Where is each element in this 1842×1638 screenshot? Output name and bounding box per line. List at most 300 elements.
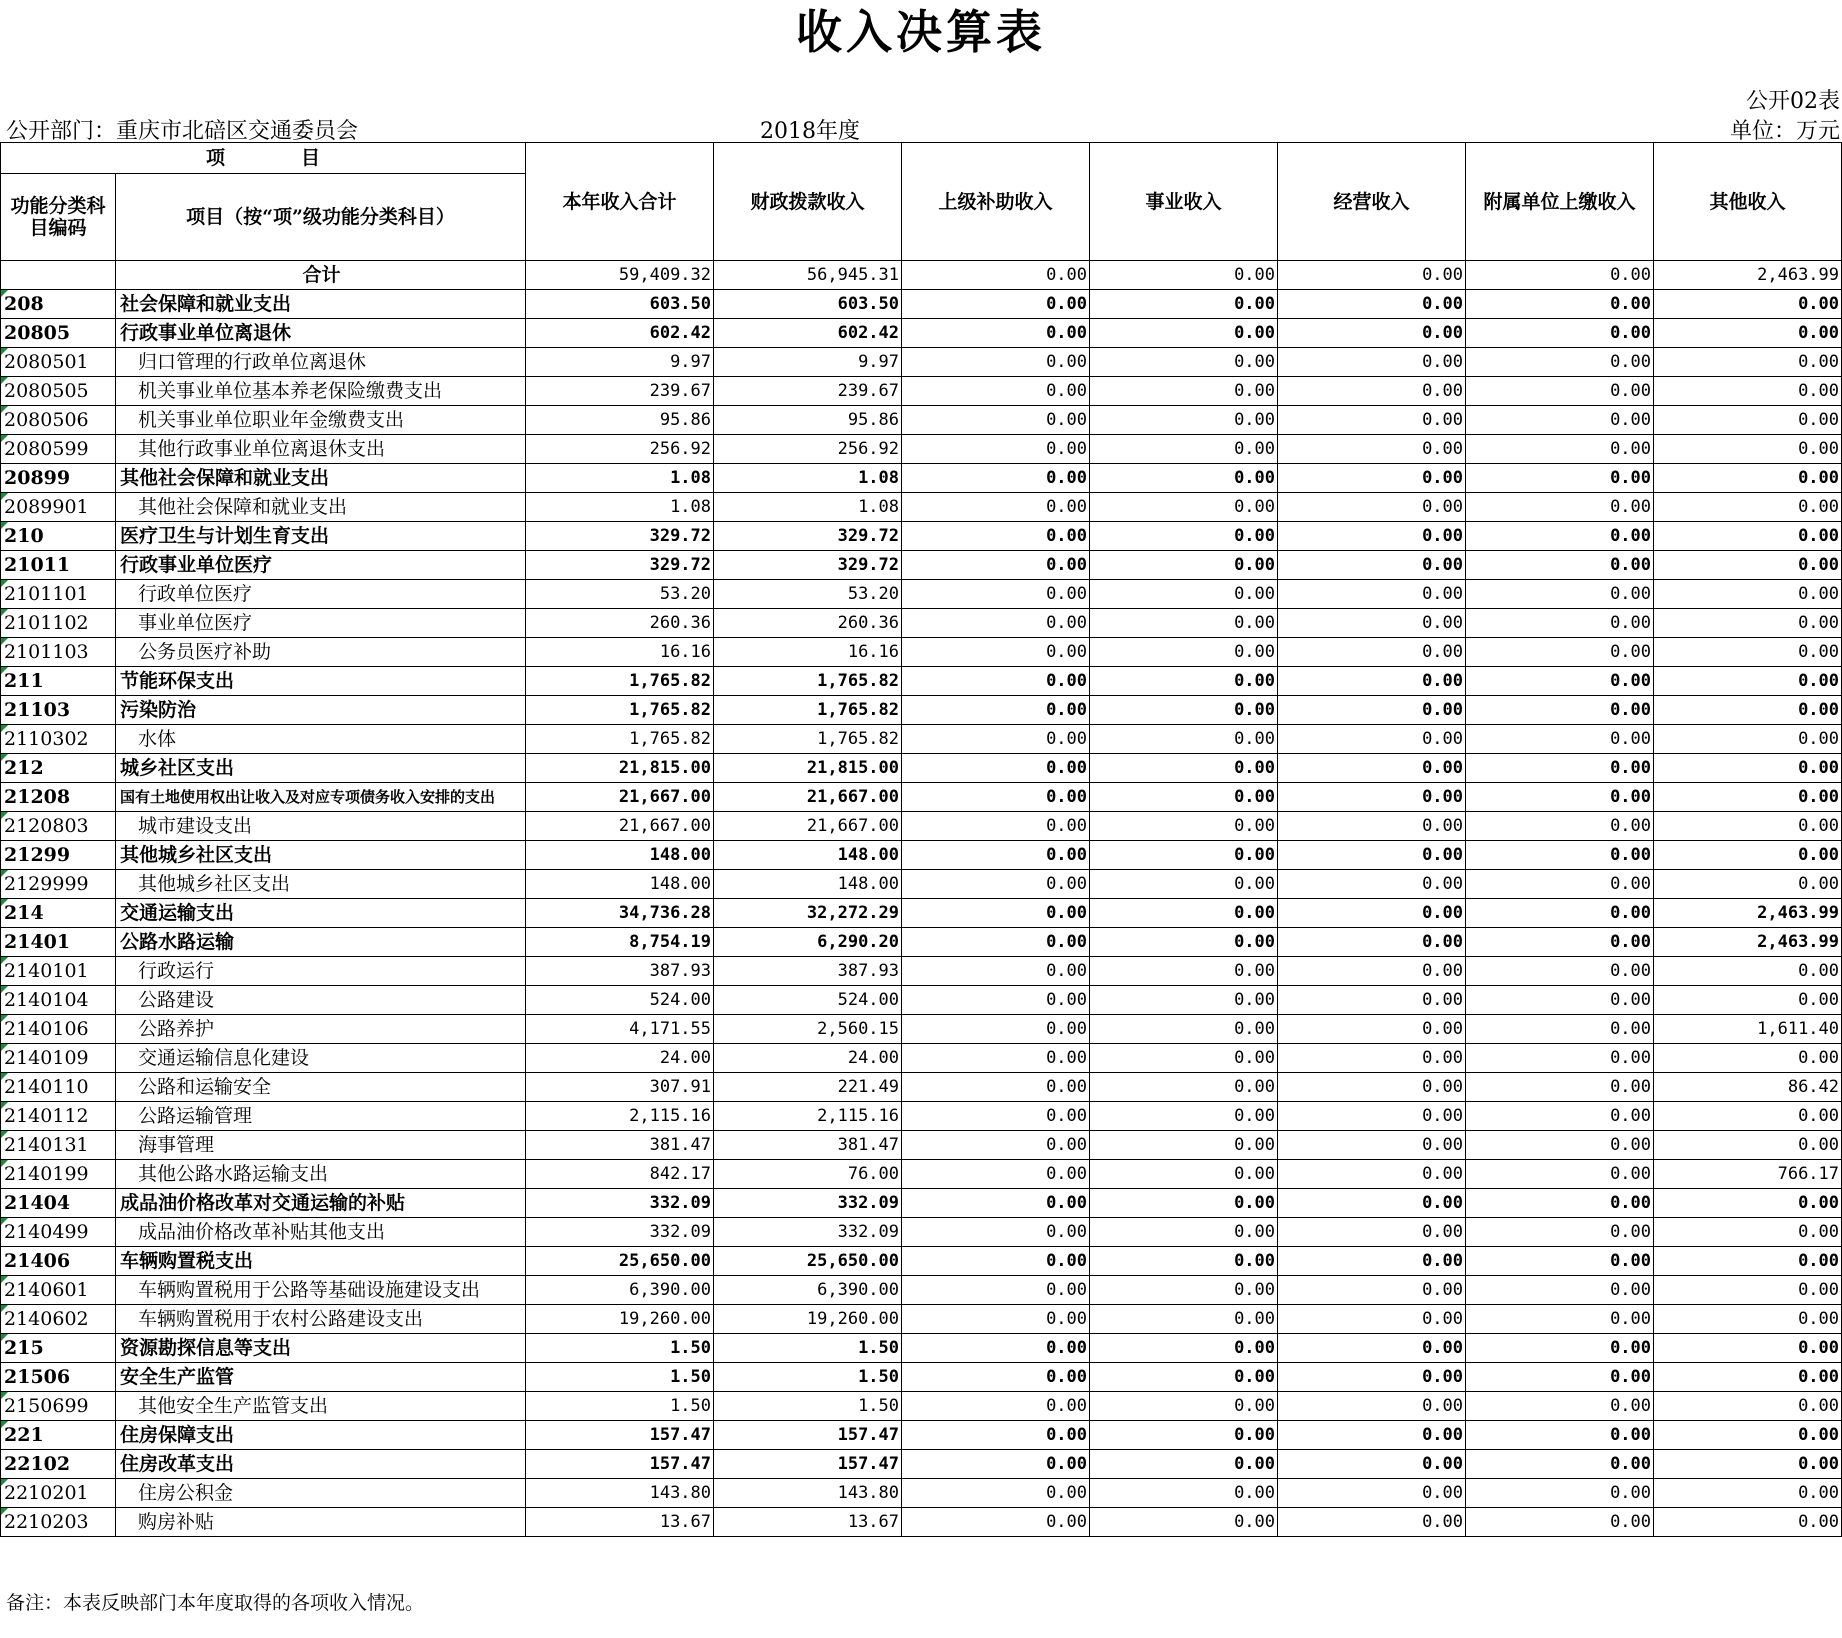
value-cell-operating[interactable]: 0.00 — [1278, 638, 1466, 667]
value-cell-affiliated[interactable]: 0.00 — [1466, 406, 1654, 435]
value-cell-superior[interactable]: 0.00 — [902, 464, 1090, 493]
table-row[interactable] — [1, 580, 1842, 609]
value-cell-operating[interactable]: 0.00 — [1278, 1363, 1466, 1392]
row-code-cell[interactable] — [1, 783, 116, 812]
value-cell-other[interactable]: 0.00 — [1654, 377, 1842, 406]
value-cell-operating[interactable]: 0.00 — [1278, 899, 1466, 928]
value-cell-other[interactable]: 0.00 — [1654, 1044, 1842, 1073]
value-cell-operating[interactable]: 0.00 — [1278, 1276, 1466, 1305]
row-name-cell[interactable] — [116, 261, 526, 290]
value-cell-affiliated[interactable]: 0.00 — [1466, 551, 1654, 580]
value-cell-fiscal[interactable]: 332.09 — [714, 1218, 902, 1247]
row-name-cell[interactable] — [116, 1044, 526, 1073]
value-cell-operating[interactable]: 0.00 — [1278, 406, 1466, 435]
row-code-cell[interactable] — [1, 319, 116, 348]
table-row[interactable] — [1, 319, 1842, 348]
value-cell-fiscal[interactable]: 143.80 — [714, 1479, 902, 1508]
value-cell-business[interactable]: 0.00 — [1090, 1102, 1278, 1131]
value-cell-total[interactable]: 24.00 — [526, 1044, 714, 1073]
value-cell-total[interactable]: 6,390.00 — [526, 1276, 714, 1305]
value-cell-fiscal[interactable]: 1,765.82 — [714, 725, 902, 754]
table-row[interactable] — [1, 986, 1842, 1015]
value-cell-superior[interactable]: 0.00 — [902, 1189, 1090, 1218]
value-cell-superior[interactable]: 0.00 — [902, 580, 1090, 609]
value-cell-business[interactable]: 0.00 — [1090, 1479, 1278, 1508]
value-cell-superior[interactable]: 0.00 — [902, 928, 1090, 957]
row-code-cell[interactable] — [1, 609, 116, 638]
value-cell-superior[interactable]: 0.00 — [902, 812, 1090, 841]
row-code-cell[interactable] — [1, 957, 116, 986]
value-cell-superior[interactable]: 0.00 — [902, 696, 1090, 725]
value-cell-superior[interactable]: 0.00 — [902, 1044, 1090, 1073]
row-code-cell[interactable] — [1, 667, 116, 696]
value-cell-total[interactable]: 2,115.16 — [526, 1102, 714, 1131]
row-code-cell[interactable] — [1, 928, 116, 957]
value-cell-total[interactable]: 602.42 — [526, 319, 714, 348]
row-code-cell[interactable] — [1, 1334, 116, 1363]
value-cell-operating[interactable]: 0.00 — [1278, 725, 1466, 754]
value-cell-total[interactable]: 143.80 — [526, 1479, 714, 1508]
row-code-cell[interactable] — [1, 870, 116, 899]
value-cell-fiscal[interactable]: 32,272.29 — [714, 899, 902, 928]
value-cell-business[interactable]: 0.00 — [1090, 812, 1278, 841]
row-name-cell[interactable] — [116, 696, 526, 725]
table-row[interactable] — [1, 1508, 1842, 1537]
row-name-cell[interactable] — [116, 1102, 526, 1131]
value-cell-operating[interactable]: 0.00 — [1278, 1392, 1466, 1421]
table-row[interactable] — [1, 870, 1842, 899]
value-cell-fiscal[interactable]: 157.47 — [714, 1421, 902, 1450]
value-cell-business[interactable]: 0.00 — [1090, 435, 1278, 464]
value-cell-affiliated[interactable]: 0.00 — [1466, 1450, 1654, 1479]
value-cell-superior[interactable]: 0.00 — [902, 899, 1090, 928]
row-name-cell[interactable] — [116, 609, 526, 638]
row-name-cell[interactable] — [116, 435, 526, 464]
value-cell-fiscal[interactable]: 524.00 — [714, 986, 902, 1015]
value-cell-fiscal[interactable]: 381.47 — [714, 1131, 902, 1160]
row-code-cell[interactable] — [1, 986, 116, 1015]
value-cell-superior[interactable]: 0.00 — [902, 1160, 1090, 1189]
row-code-cell[interactable] — [1, 261, 116, 290]
value-cell-business[interactable]: 0.00 — [1090, 957, 1278, 986]
value-cell-total[interactable]: 148.00 — [526, 841, 714, 870]
value-cell-other[interactable]: 2,463.99 — [1654, 899, 1842, 928]
table-row[interactable] — [1, 899, 1842, 928]
value-cell-other[interactable]: 0.00 — [1654, 1276, 1842, 1305]
row-name-cell[interactable] — [116, 580, 526, 609]
table-row[interactable] — [1, 435, 1842, 464]
value-cell-fiscal[interactable]: 6,390.00 — [714, 1276, 902, 1305]
table-row[interactable] — [1, 1073, 1842, 1102]
value-cell-operating[interactable]: 0.00 — [1278, 841, 1466, 870]
value-cell-business[interactable]: 0.00 — [1090, 1131, 1278, 1160]
table-row[interactable] — [1, 754, 1842, 783]
value-cell-business[interactable]: 0.00 — [1090, 928, 1278, 957]
table-row[interactable] — [1, 1392, 1842, 1421]
row-name-cell[interactable] — [116, 870, 526, 899]
value-cell-business[interactable]: 0.00 — [1090, 1073, 1278, 1102]
value-cell-fiscal[interactable]: 25,650.00 — [714, 1247, 902, 1276]
row-name-cell[interactable] — [116, 986, 526, 1015]
value-cell-other[interactable]: 0.00 — [1654, 725, 1842, 754]
value-cell-total[interactable]: 256.92 — [526, 435, 714, 464]
value-cell-other[interactable]: 0.00 — [1654, 493, 1842, 522]
row-code-cell[interactable] — [1, 1508, 116, 1537]
table-row[interactable] — [1, 1421, 1842, 1450]
value-cell-total[interactable]: 307.91 — [526, 1073, 714, 1102]
value-cell-total[interactable]: 329.72 — [526, 551, 714, 580]
value-cell-total[interactable]: 1.50 — [526, 1392, 714, 1421]
value-cell-fiscal[interactable]: 76.00 — [714, 1160, 902, 1189]
row-name-cell[interactable] — [116, 348, 526, 377]
table-row[interactable] — [1, 1479, 1842, 1508]
value-cell-operating[interactable]: 0.00 — [1278, 783, 1466, 812]
row-name-cell[interactable] — [116, 783, 526, 812]
value-cell-other[interactable]: 0.00 — [1654, 551, 1842, 580]
value-cell-total[interactable]: 842.17 — [526, 1160, 714, 1189]
table-row[interactable] — [1, 638, 1842, 667]
value-cell-other[interactable]: 0.00 — [1654, 609, 1842, 638]
value-cell-total[interactable]: 13.67 — [526, 1508, 714, 1537]
row-code-cell[interactable] — [1, 1102, 116, 1131]
value-cell-superior[interactable]: 0.00 — [902, 1392, 1090, 1421]
value-cell-affiliated[interactable]: 0.00 — [1466, 1189, 1654, 1218]
table-row[interactable] — [1, 493, 1842, 522]
value-cell-other[interactable]: 0.00 — [1654, 1363, 1842, 1392]
row-name-cell[interactable] — [116, 1189, 526, 1218]
value-cell-operating[interactable]: 0.00 — [1278, 957, 1466, 986]
value-cell-other[interactable]: 0.00 — [1654, 870, 1842, 899]
value-cell-superior[interactable]: 0.00 — [902, 261, 1090, 290]
value-cell-affiliated[interactable]: 0.00 — [1466, 464, 1654, 493]
value-cell-superior[interactable]: 0.00 — [902, 1131, 1090, 1160]
value-cell-operating[interactable]: 0.00 — [1278, 1102, 1466, 1131]
row-name-cell[interactable] — [116, 1073, 526, 1102]
table-row[interactable] — [1, 348, 1842, 377]
value-cell-total[interactable]: 332.09 — [526, 1189, 714, 1218]
value-cell-total[interactable]: 4,171.55 — [526, 1015, 714, 1044]
value-cell-total[interactable]: 9.97 — [526, 348, 714, 377]
value-cell-other[interactable]: 86.42 — [1654, 1073, 1842, 1102]
value-cell-business[interactable]: 0.00 — [1090, 1218, 1278, 1247]
row-name-cell[interactable] — [116, 319, 526, 348]
value-cell-fiscal[interactable]: 157.47 — [714, 1450, 902, 1479]
row-name-cell[interactable] — [116, 1479, 526, 1508]
value-cell-fiscal[interactable]: 1,765.82 — [714, 667, 902, 696]
value-cell-superior[interactable]: 0.00 — [902, 1363, 1090, 1392]
row-name-cell[interactable] — [116, 493, 526, 522]
value-cell-total[interactable]: 1,765.82 — [526, 667, 714, 696]
row-name-cell[interactable] — [116, 1218, 526, 1247]
value-cell-other[interactable]: 0.00 — [1654, 290, 1842, 319]
value-cell-operating[interactable]: 0.00 — [1278, 290, 1466, 319]
value-cell-total[interactable]: 34,736.28 — [526, 899, 714, 928]
value-cell-business[interactable]: 0.00 — [1090, 1160, 1278, 1189]
value-cell-business[interactable]: 0.00 — [1090, 493, 1278, 522]
value-cell-fiscal[interactable]: 24.00 — [714, 1044, 902, 1073]
value-cell-affiliated[interactable]: 0.00 — [1466, 1276, 1654, 1305]
value-cell-fiscal[interactable]: 16.16 — [714, 638, 902, 667]
row-code-cell[interactable] — [1, 290, 116, 319]
value-cell-other[interactable]: 0.00 — [1654, 1479, 1842, 1508]
value-cell-operating[interactable]: 0.00 — [1278, 261, 1466, 290]
row-code-cell[interactable] — [1, 1421, 116, 1450]
table-row[interactable] — [1, 1218, 1842, 1247]
value-cell-superior[interactable]: 0.00 — [902, 1218, 1090, 1247]
value-cell-total[interactable]: 21,667.00 — [526, 783, 714, 812]
value-cell-superior[interactable]: 0.00 — [902, 754, 1090, 783]
table-row[interactable] — [1, 841, 1842, 870]
value-cell-other[interactable]: 0.00 — [1654, 1392, 1842, 1421]
value-cell-operating[interactable]: 0.00 — [1278, 986, 1466, 1015]
value-cell-affiliated[interactable]: 0.00 — [1466, 870, 1654, 899]
value-cell-operating[interactable]: 0.00 — [1278, 377, 1466, 406]
value-cell-superior[interactable]: 0.00 — [902, 783, 1090, 812]
row-name-cell[interactable] — [116, 725, 526, 754]
value-cell-total[interactable]: 1.08 — [526, 464, 714, 493]
table-row[interactable] — [1, 1044, 1842, 1073]
value-cell-superior[interactable]: 0.00 — [902, 841, 1090, 870]
value-cell-fiscal[interactable]: 6,290.20 — [714, 928, 902, 957]
value-cell-superior[interactable]: 0.00 — [902, 667, 1090, 696]
value-cell-total[interactable]: 603.50 — [526, 290, 714, 319]
value-cell-operating[interactable]: 0.00 — [1278, 1479, 1466, 1508]
value-cell-business[interactable]: 0.00 — [1090, 1392, 1278, 1421]
value-cell-total[interactable]: 21,815.00 — [526, 754, 714, 783]
row-name-cell[interactable] — [116, 812, 526, 841]
row-name-cell[interactable] — [116, 406, 526, 435]
table-row[interactable] — [1, 609, 1842, 638]
value-cell-business[interactable]: 0.00 — [1090, 1189, 1278, 1218]
value-cell-total[interactable]: 239.67 — [526, 377, 714, 406]
row-name-cell[interactable] — [116, 841, 526, 870]
value-cell-operating[interactable]: 0.00 — [1278, 1073, 1466, 1102]
value-cell-operating[interactable]: 0.00 — [1278, 1247, 1466, 1276]
table-row[interactable] — [1, 1102, 1842, 1131]
table-row[interactable] — [1, 725, 1842, 754]
table-row[interactable] — [1, 1131, 1842, 1160]
table-row[interactable] — [1, 1247, 1842, 1276]
value-cell-business[interactable]: 0.00 — [1090, 609, 1278, 638]
value-cell-total[interactable]: 1,765.82 — [526, 725, 714, 754]
row-code-cell[interactable] — [1, 464, 116, 493]
table-row[interactable] — [1, 464, 1842, 493]
value-cell-total[interactable]: 329.72 — [526, 522, 714, 551]
row-code-cell[interactable] — [1, 1247, 116, 1276]
value-cell-affiliated[interactable]: 0.00 — [1466, 1218, 1654, 1247]
table-row[interactable] — [1, 783, 1842, 812]
value-cell-operating[interactable]: 0.00 — [1278, 1044, 1466, 1073]
row-code-cell[interactable] — [1, 377, 116, 406]
value-cell-other[interactable]: 0.00 — [1654, 319, 1842, 348]
value-cell-business[interactable]: 0.00 — [1090, 1450, 1278, 1479]
row-name-cell[interactable] — [116, 638, 526, 667]
value-cell-fiscal[interactable]: 13.67 — [714, 1508, 902, 1537]
value-cell-affiliated[interactable]: 0.00 — [1466, 522, 1654, 551]
value-cell-fiscal[interactable]: 21,815.00 — [714, 754, 902, 783]
value-cell-operating[interactable]: 0.00 — [1278, 319, 1466, 348]
value-cell-fiscal[interactable]: 53.20 — [714, 580, 902, 609]
row-code-cell[interactable] — [1, 1160, 116, 1189]
row-name-cell[interactable] — [116, 1276, 526, 1305]
value-cell-fiscal[interactable]: 2,115.16 — [714, 1102, 902, 1131]
value-cell-total[interactable]: 260.36 — [526, 609, 714, 638]
row-name-cell[interactable] — [116, 1247, 526, 1276]
value-cell-business[interactable]: 0.00 — [1090, 1247, 1278, 1276]
value-cell-operating[interactable]: 0.00 — [1278, 696, 1466, 725]
value-cell-affiliated[interactable]: 0.00 — [1466, 1392, 1654, 1421]
value-cell-operating[interactable]: 0.00 — [1278, 1131, 1466, 1160]
row-code-cell[interactable] — [1, 1131, 116, 1160]
value-cell-business[interactable]: 0.00 — [1090, 1508, 1278, 1537]
row-name-cell[interactable] — [116, 899, 526, 928]
value-cell-business[interactable]: 0.00 — [1090, 1305, 1278, 1334]
value-cell-operating[interactable]: 0.00 — [1278, 1189, 1466, 1218]
value-cell-affiliated[interactable]: 0.00 — [1466, 638, 1654, 667]
value-cell-operating[interactable]: 0.00 — [1278, 1305, 1466, 1334]
value-cell-superior[interactable]: 0.00 — [902, 1276, 1090, 1305]
table-row[interactable] — [1, 551, 1842, 580]
table-row[interactable] — [1, 1276, 1842, 1305]
value-cell-business[interactable]: 0.00 — [1090, 377, 1278, 406]
value-cell-business[interactable]: 0.00 — [1090, 1015, 1278, 1044]
value-cell-fiscal[interactable]: 1.08 — [714, 464, 902, 493]
value-cell-other[interactable]: 0.00 — [1654, 1131, 1842, 1160]
value-cell-total[interactable]: 1.08 — [526, 493, 714, 522]
value-cell-superior[interactable]: 0.00 — [902, 1479, 1090, 1508]
row-code-cell[interactable] — [1, 406, 116, 435]
value-cell-total[interactable]: 332.09 — [526, 1218, 714, 1247]
value-cell-business[interactable]: 0.00 — [1090, 1363, 1278, 1392]
value-cell-fiscal[interactable]: 1.50 — [714, 1392, 902, 1421]
table-row[interactable] — [1, 1189, 1842, 1218]
value-cell-other[interactable]: 0.00 — [1654, 1247, 1842, 1276]
value-cell-business[interactable]: 0.00 — [1090, 551, 1278, 580]
value-cell-superior[interactable]: 0.00 — [902, 290, 1090, 319]
value-cell-business[interactable]: 0.00 — [1090, 290, 1278, 319]
value-cell-affiliated[interactable]: 0.00 — [1466, 725, 1654, 754]
value-cell-operating[interactable]: 0.00 — [1278, 1450, 1466, 1479]
value-cell-operating[interactable]: 0.00 — [1278, 870, 1466, 899]
value-cell-affiliated[interactable]: 0.00 — [1466, 1131, 1654, 1160]
table-row[interactable] — [1, 1305, 1842, 1334]
value-cell-affiliated[interactable]: 0.00 — [1466, 841, 1654, 870]
value-cell-total[interactable]: 1,765.82 — [526, 696, 714, 725]
value-cell-other[interactable]: 0.00 — [1654, 638, 1842, 667]
row-code-cell[interactable] — [1, 348, 116, 377]
value-cell-operating[interactable]: 0.00 — [1278, 522, 1466, 551]
row-code-cell[interactable] — [1, 551, 116, 580]
value-cell-fiscal[interactable]: 1,765.82 — [714, 696, 902, 725]
value-cell-total[interactable]: 157.47 — [526, 1450, 714, 1479]
value-cell-total[interactable]: 19,260.00 — [526, 1305, 714, 1334]
value-cell-affiliated[interactable]: 0.00 — [1466, 696, 1654, 725]
value-cell-operating[interactable]: 0.00 — [1278, 1015, 1466, 1044]
table-row[interactable] — [1, 1160, 1842, 1189]
value-cell-business[interactable]: 0.00 — [1090, 638, 1278, 667]
value-cell-superior[interactable]: 0.00 — [902, 406, 1090, 435]
row-name-cell[interactable] — [116, 754, 526, 783]
value-cell-affiliated[interactable]: 0.00 — [1466, 1363, 1654, 1392]
value-cell-affiliated[interactable]: 0.00 — [1466, 1102, 1654, 1131]
value-cell-affiliated[interactable]: 0.00 — [1466, 957, 1654, 986]
value-cell-other[interactable]: 0.00 — [1654, 522, 1842, 551]
value-cell-business[interactable]: 0.00 — [1090, 1276, 1278, 1305]
value-cell-other[interactable]: 0.00 — [1654, 667, 1842, 696]
value-cell-business[interactable]: 0.00 — [1090, 725, 1278, 754]
value-cell-operating[interactable]: 0.00 — [1278, 1508, 1466, 1537]
value-cell-affiliated[interactable]: 0.00 — [1466, 1479, 1654, 1508]
row-code-cell[interactable] — [1, 812, 116, 841]
row-code-cell[interactable] — [1, 1392, 116, 1421]
value-cell-affiliated[interactable]: 0.00 — [1466, 1247, 1654, 1276]
value-cell-other[interactable]: 0.00 — [1654, 812, 1842, 841]
value-cell-business[interactable]: 0.00 — [1090, 348, 1278, 377]
value-cell-other[interactable]: 0.00 — [1654, 406, 1842, 435]
value-cell-affiliated[interactable]: 0.00 — [1466, 493, 1654, 522]
table-row[interactable] — [1, 261, 1842, 290]
row-code-cell[interactable] — [1, 580, 116, 609]
row-code-cell[interactable] — [1, 493, 116, 522]
value-cell-business[interactable]: 0.00 — [1090, 1421, 1278, 1450]
value-cell-affiliated[interactable]: 0.00 — [1466, 783, 1654, 812]
value-cell-affiliated[interactable]: 0.00 — [1466, 1015, 1654, 1044]
value-cell-fiscal[interactable]: 9.97 — [714, 348, 902, 377]
value-cell-superior[interactable]: 0.00 — [902, 725, 1090, 754]
value-cell-other[interactable]: 0.00 — [1654, 435, 1842, 464]
value-cell-other[interactable]: 0.00 — [1654, 1189, 1842, 1218]
value-cell-affiliated[interactable]: 0.00 — [1466, 899, 1654, 928]
row-code-cell[interactable] — [1, 1015, 116, 1044]
value-cell-business[interactable]: 0.00 — [1090, 319, 1278, 348]
row-name-cell[interactable] — [116, 464, 526, 493]
value-cell-superior[interactable]: 0.00 — [902, 1334, 1090, 1363]
value-cell-fiscal[interactable]: 21,667.00 — [714, 812, 902, 841]
value-cell-business[interactable]: 0.00 — [1090, 261, 1278, 290]
row-code-cell[interactable] — [1, 1450, 116, 1479]
row-name-cell[interactable] — [116, 522, 526, 551]
value-cell-superior[interactable]: 0.00 — [902, 986, 1090, 1015]
value-cell-affiliated[interactable]: 0.00 — [1466, 1160, 1654, 1189]
value-cell-fiscal[interactable]: 329.72 — [714, 551, 902, 580]
value-cell-business[interactable]: 0.00 — [1090, 580, 1278, 609]
value-cell-operating[interactable]: 0.00 — [1278, 1160, 1466, 1189]
value-cell-superior[interactable]: 0.00 — [902, 493, 1090, 522]
value-cell-fiscal[interactable]: 56,945.31 — [714, 261, 902, 290]
value-cell-affiliated[interactable]: 0.00 — [1466, 1334, 1654, 1363]
table-row[interactable] — [1, 1363, 1842, 1392]
value-cell-business[interactable]: 0.00 — [1090, 986, 1278, 1015]
value-cell-operating[interactable]: 0.00 — [1278, 348, 1466, 377]
row-name-cell[interactable] — [116, 1363, 526, 1392]
row-name-cell[interactable] — [116, 1334, 526, 1363]
value-cell-other[interactable]: 0.00 — [1654, 783, 1842, 812]
value-cell-other[interactable]: 0.00 — [1654, 1334, 1842, 1363]
value-cell-other[interactable]: 0.00 — [1654, 580, 1842, 609]
table-row[interactable] — [1, 957, 1842, 986]
value-cell-superior[interactable]: 0.00 — [902, 1073, 1090, 1102]
value-cell-total[interactable]: 1.50 — [526, 1363, 714, 1392]
value-cell-other[interactable]: 0.00 — [1654, 464, 1842, 493]
value-cell-business[interactable]: 0.00 — [1090, 783, 1278, 812]
value-cell-other[interactable]: 766.17 — [1654, 1160, 1842, 1189]
value-cell-superior[interactable]: 0.00 — [902, 638, 1090, 667]
value-cell-business[interactable]: 0.00 — [1090, 754, 1278, 783]
value-cell-business[interactable]: 0.00 — [1090, 841, 1278, 870]
row-name-cell[interactable] — [116, 1015, 526, 1044]
value-cell-total[interactable]: 8,754.19 — [526, 928, 714, 957]
value-cell-operating[interactable]: 0.00 — [1278, 667, 1466, 696]
